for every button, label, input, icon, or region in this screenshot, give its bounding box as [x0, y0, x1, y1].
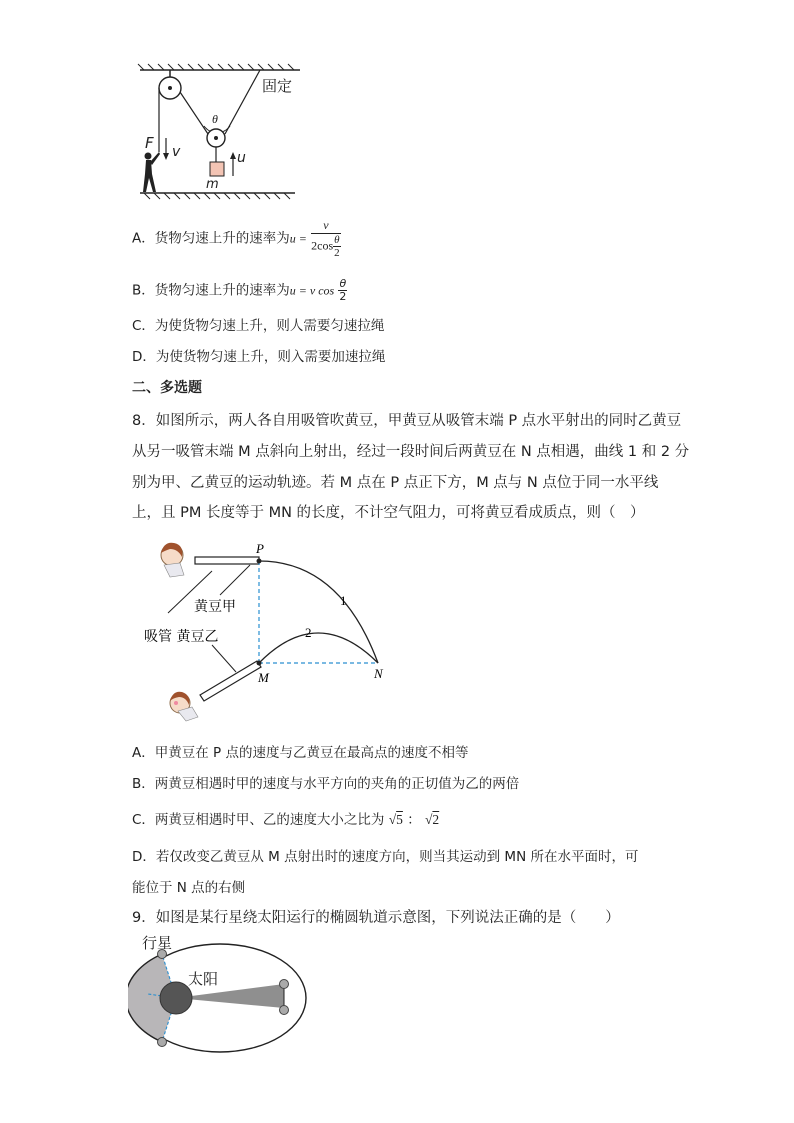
q8-option-c-text: C．两黄豆相遇时甲、乙的速度大小之比为	[132, 812, 385, 828]
planet-dot-icon	[280, 980, 289, 989]
fixed-label: 固定	[262, 77, 293, 95]
q7-option-a-den-den: 2	[334, 247, 340, 259]
q7-option-a-den-pre: 2cos	[311, 238, 334, 253]
q7-option-a-num: v	[311, 218, 340, 234]
sun-label: 太阳	[188, 970, 219, 988]
section-heading: 二、多选题	[132, 380, 202, 396]
q8-line-1: 8．如图所示，两人各自用吸管吹黄豆，甲黄豆从吸管末端 P 点水平射出的同时乙黄豆	[132, 413, 682, 429]
bean-a-label: 黄豆甲	[194, 599, 236, 615]
q7-option-a	[132, 218, 341, 259]
q7-option-b-text: B．货物匀速上升的速率为	[132, 282, 290, 299]
point-p-label: P	[256, 541, 264, 556]
sqrt-5-value: 5	[396, 812, 403, 827]
q8-option-d-line-1: D．若仅改变乙黄豆从 M 点射出时的速度方向，则当其运动到 MN 所在水平面时，可	[132, 849, 639, 865]
theta-label: θ	[212, 112, 218, 126]
u-label: u	[237, 150, 246, 166]
planet-dot-icon	[280, 1006, 289, 1015]
curve-2-label: 2	[305, 625, 312, 640]
q8-line-3: 别为甲、乙黄豆的运动轨迹。若 M 点在 P 点正下方，M 点与 N 点位于同一水平线	[132, 475, 659, 491]
q7-option-b-den: 2	[339, 290, 347, 303]
q7-option-b-lhs: u = v cos	[289, 283, 335, 298]
straw-bean-b-label: 吸管 黄豆乙	[144, 629, 219, 645]
bean-figure	[140, 535, 410, 725]
q8-option-d-line-2: 能位于 N 点的右侧	[132, 880, 246, 896]
mass-label: m	[206, 177, 219, 192]
pulley-figure	[130, 60, 310, 200]
q7-option-d: D．为使货物匀速上升，则入需要加速拉绳	[132, 349, 386, 365]
q8-line-4: 上，且 PM 长度等于 MN 的长度，不计空气阻力，可将黄豆看成质点，则（ ）	[132, 505, 645, 521]
orbit-figure	[128, 930, 328, 1055]
q8-option-a: A．甲黄豆在 P 点的速度与乙黄豆在最高点的速度不相等	[132, 745, 469, 761]
planet-label: 行星	[142, 934, 173, 952]
q7-option-a-lhs: u =	[289, 231, 307, 246]
curve-1-label: 1	[340, 593, 347, 608]
person-top-icon	[161, 543, 184, 577]
planet-dot-icon	[158, 1038, 167, 1047]
q7-option-a-fraction	[311, 218, 340, 259]
q7-option-b-num: θ	[339, 277, 347, 290]
sqrt-5: √5	[388, 812, 403, 827]
person-bottom-icon	[170, 692, 198, 721]
sqrt-2: √2	[425, 812, 440, 827]
q9-line: 9．如图是某行星绕太阳运行的椭圆轨道示意图，下列说法正确的是（ ）	[132, 910, 620, 926]
force-label: F	[145, 134, 154, 152]
q7-option-a-den-num: θ	[334, 234, 340, 246]
q7-option-b	[132, 278, 347, 303]
sqrt-2-value: 2	[432, 812, 440, 827]
q8-option-b: B．两黄豆相遇时甲的速度与水平方向的夹角的正切值为乙的两倍	[132, 776, 520, 792]
q8-option-c	[132, 810, 439, 830]
point-m-label: M	[258, 670, 269, 685]
point-n-label: N	[374, 666, 383, 681]
q7-option-c: C．为使货物匀速上升，则人需要匀速拉绳	[132, 318, 385, 334]
ratio-separator: ：	[407, 812, 421, 828]
q7-option-a-text: A．货物匀速上升的速率为	[132, 230, 290, 247]
v-label: v	[172, 144, 181, 160]
q8-line-2: 从另一吸管末端 M 点斜向上射出，经过一段时间后两黄豆在 N 点相遇，曲线 1 和 2 分	[132, 444, 690, 460]
man-pulling-icon	[143, 152, 160, 192]
